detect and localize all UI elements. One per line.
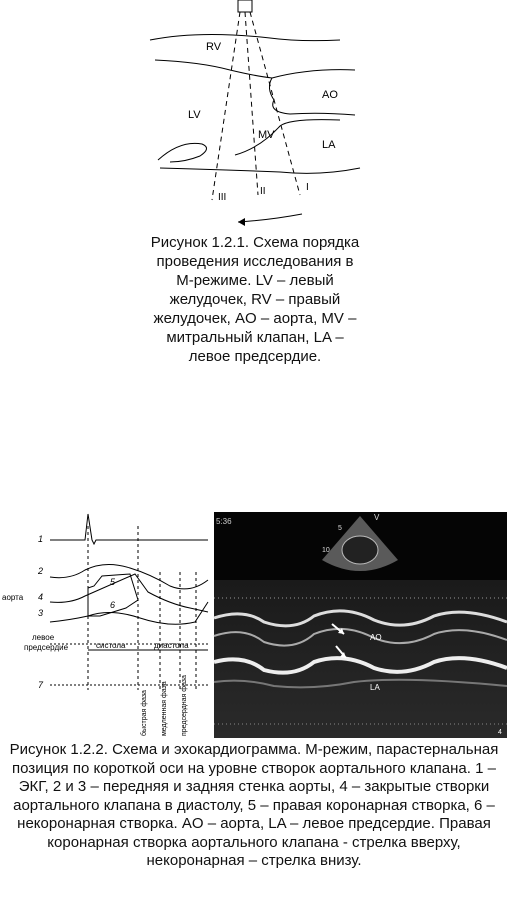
- figure2-caption: Рисунок 1.2.2. Схема и эхокардиограмма. М-режим, парастернальная позиция по короткой оси на уровне створок аортального клапана. 1 – ЭКГ, 2 и 3 – передняя и задняя стенка аорты, 4 – закрытые створки аортального клапана в диастолу, 5 – правая коронарная створка, 6 – некоронарная створка. AO – аорта, LA – левое предсердие. Правая коронарная створка аортального клапана - стрелка вверху, некоронарная – стрелка внизу.: [9, 741, 499, 869]
- row-label-2: 2: [38, 566, 44, 576]
- echo-label-la: LA: [370, 683, 380, 692]
- leaflet-label-6: 6: [110, 600, 116, 610]
- systole-label: систола: [96, 641, 126, 650]
- label-la: LA: [322, 139, 336, 151]
- beam-label-2: II: [260, 186, 266, 197]
- figure2-diagram: [2, 512, 210, 738]
- label-ao: AO: [322, 89, 338, 101]
- leaflet-label-5: 5: [110, 577, 116, 587]
- echo-v-marker: V: [374, 513, 380, 522]
- label-rv: RV: [206, 41, 222, 53]
- phase-slow-label: медленная фаза: [161, 681, 168, 736]
- aortic-wall-posterior: [50, 602, 208, 624]
- la-label-line1: левое: [32, 633, 55, 642]
- septum: [155, 60, 272, 78]
- label-lv: LV: [188, 109, 201, 121]
- echo-label-ao: AO: [370, 633, 382, 642]
- row-label-4: 4: [38, 592, 44, 602]
- echo-depth-10: 10: [322, 547, 330, 554]
- beam-label-1: I: [306, 182, 309, 193]
- figure1-caption: Рисунок 1.2.1. Схема порядка проведения исследования в М-режиме. LV – левый желудочек, RV – правый желудочек, AO – аорта, MV – митральный клапан, LA – левое предсердие.: [150, 234, 360, 365]
- row-label-3: 3: [38, 608, 44, 618]
- aorta-outline: [272, 70, 355, 78]
- diastole-label: диастола: [154, 641, 189, 650]
- echo-time: 5:36: [216, 517, 232, 526]
- beam-line-1: [250, 12, 300, 195]
- row-label-7: 7: [38, 680, 44, 690]
- echo-svg: [214, 512, 507, 738]
- figure1-schematic: [140, 0, 370, 232]
- rv-outline: [150, 34, 340, 40]
- aorta-label: аорта: [2, 593, 24, 602]
- beam-line-2: [245, 12, 258, 195]
- echo-depth-5: 5: [338, 525, 342, 532]
- label-mv: MV: [258, 129, 275, 141]
- transducer-icon: [238, 0, 252, 12]
- la-outline: [160, 168, 360, 173]
- la-label-line2: предсердие: [24, 643, 69, 652]
- ecg-trace: [50, 514, 208, 544]
- phase-atrial-label: предсердная фаза: [181, 675, 188, 736]
- beam-label-3: III: [218, 192, 227, 203]
- direction-arrow: [238, 214, 302, 222]
- echo-scale-4: 4: [498, 729, 502, 736]
- echocardiogram-image: [214, 512, 507, 738]
- phase-fast-label: быстрая фаза: [141, 690, 148, 736]
- row-label-1: 1: [38, 534, 44, 544]
